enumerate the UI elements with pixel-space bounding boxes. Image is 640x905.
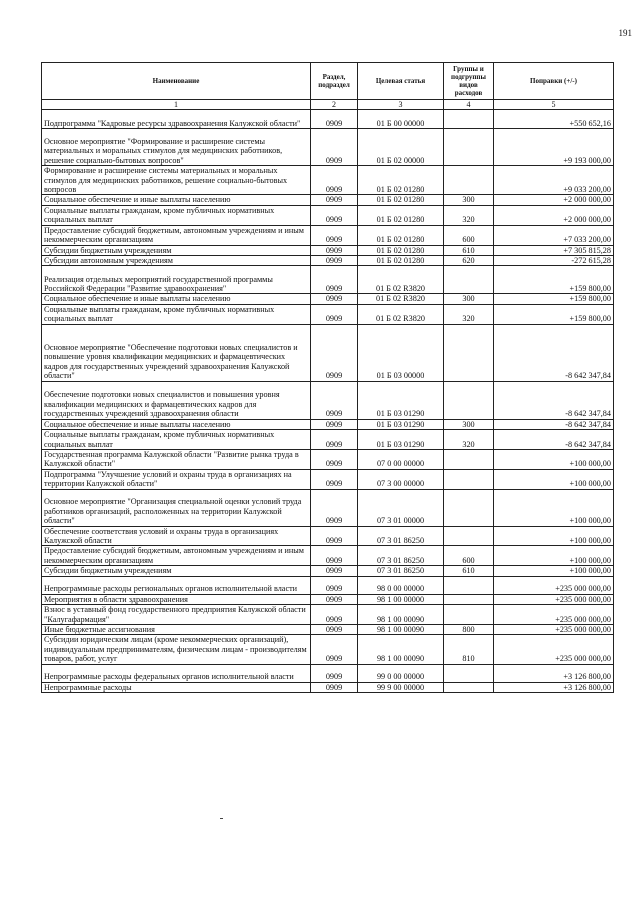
table-row bbox=[42, 566, 614, 576]
row-section: 0909 bbox=[311, 266, 358, 294]
row-section: 0909 bbox=[311, 166, 358, 195]
row-section: 0909 bbox=[311, 294, 358, 304]
row-group bbox=[444, 166, 494, 195]
row-amount: +235 000 000,00 bbox=[494, 635, 614, 664]
row-section: 0909 bbox=[311, 324, 358, 381]
row-group bbox=[444, 266, 494, 294]
row-target: 01 Б 02 01280 bbox=[358, 195, 444, 205]
row-name: Основное мероприятие "Формирование и расширение системы материальных и моральных стимулов для медицинских работников, решение социально-бытовых вопросов" bbox=[42, 129, 311, 166]
row-group: 320 bbox=[444, 205, 494, 225]
row-name: Предоставление субсидий бюджетным, автономным учреждениям и иным некоммерческим организациям bbox=[42, 546, 311, 566]
row-name: Основное мероприятие "Организация специальной оценки условий труда работников организаций, расположенных на территории Калужской области" bbox=[42, 489, 311, 526]
row-section: 0909 bbox=[311, 255, 358, 265]
column-number: 2 bbox=[311, 100, 358, 110]
row-section: 0909 bbox=[311, 625, 358, 635]
table-row bbox=[42, 304, 614, 324]
column-number: 3 bbox=[358, 100, 444, 110]
row-section: 0909 bbox=[311, 594, 358, 604]
row-section: 0909 bbox=[311, 110, 358, 129]
row-name: Подпрограмма "Кадровые ресурсы здравоохранения Калужской области" bbox=[42, 110, 311, 129]
table-row bbox=[42, 546, 614, 566]
row-section: 0909 bbox=[311, 546, 358, 566]
row-target: 07 3 01 86250 bbox=[358, 526, 444, 546]
row-section: 0909 bbox=[311, 635, 358, 664]
row-section: 0909 bbox=[311, 225, 358, 245]
row-group bbox=[444, 129, 494, 166]
row-name: Непрограммные расходы bbox=[42, 682, 311, 692]
row-amount: +235 000 000,00 bbox=[494, 625, 614, 635]
row-amount: +100 000,00 bbox=[494, 546, 614, 566]
table-row bbox=[42, 381, 614, 419]
table-row bbox=[42, 245, 614, 255]
row-amount: +3 126 800,00 bbox=[494, 664, 614, 682]
row-name: Социальное обеспечение и иные выплаты населению bbox=[42, 195, 311, 205]
table-row bbox=[42, 324, 614, 381]
row-name: Обеспечение подготовки новых специалистов и повышения уровня квалификации медицинских и фармацевтических кадров для государственных учреждений здравоохранения области bbox=[42, 381, 311, 419]
header-groups: Группы и подгруппы видов расходов bbox=[444, 63, 494, 100]
row-name: Социальные выплаты гражданам, кроме публичных нормативных социальных выплат bbox=[42, 304, 311, 324]
table-row bbox=[42, 469, 614, 489]
row-target: 98 1 00 00090 bbox=[358, 635, 444, 664]
row-amount: +7 033 200,00 bbox=[494, 225, 614, 245]
row-target: 01 Б 02 01280 bbox=[358, 255, 444, 265]
row-group bbox=[444, 489, 494, 526]
row-amount: +100 000,00 bbox=[494, 489, 614, 526]
row-name: Социальные выплаты гражданам, кроме публичных нормативных социальных выплат bbox=[42, 430, 311, 450]
row-target: 01 Б 00 00000 bbox=[358, 110, 444, 129]
row-group: 600 bbox=[444, 546, 494, 566]
table-row bbox=[42, 166, 614, 195]
row-amount: +159 800,00 bbox=[494, 294, 614, 304]
row-name: Субсидии бюджетным учреждениям bbox=[42, 566, 311, 576]
row-target: 98 1 00 00090 bbox=[358, 605, 444, 625]
row-name: Реализация отдельных мероприятий государственной программы Российской Федерации "Развитие здравоохранения" bbox=[42, 266, 311, 294]
table-row bbox=[42, 635, 614, 664]
row-group bbox=[444, 526, 494, 546]
row-group: 300 bbox=[444, 294, 494, 304]
scan-mark bbox=[220, 818, 223, 819]
row-amount: +235 000 000,00 bbox=[494, 576, 614, 594]
row-target: 01 Б 02 R3820 bbox=[358, 266, 444, 294]
row-amount: +100 000,00 bbox=[494, 449, 614, 469]
row-name: Непрограммные расходы федеральных органов исполнительной власти bbox=[42, 664, 311, 682]
row-amount: -8 642 347,84 bbox=[494, 324, 614, 381]
row-group: 320 bbox=[444, 430, 494, 450]
row-section: 0909 bbox=[311, 682, 358, 692]
table-row bbox=[42, 294, 614, 304]
table-row bbox=[42, 255, 614, 265]
row-amount: -272 615,28 bbox=[494, 255, 614, 265]
row-group bbox=[444, 576, 494, 594]
table-row bbox=[42, 489, 614, 526]
row-section: 0909 bbox=[311, 576, 358, 594]
row-amount: -8 642 347,84 bbox=[494, 419, 614, 429]
row-name: Социальное обеспечение и иные выплаты населению bbox=[42, 419, 311, 429]
row-section: 0909 bbox=[311, 526, 358, 546]
row-group: 620 bbox=[444, 255, 494, 265]
table-row bbox=[42, 576, 614, 594]
row-group: 800 bbox=[444, 625, 494, 635]
row-name: Иные бюджетные ассигнования bbox=[42, 625, 311, 635]
row-name: Мероприятия в области здравоохранения bbox=[42, 594, 311, 604]
table-header-row bbox=[42, 63, 614, 100]
budget-amendments-table bbox=[41, 62, 614, 693]
row-name: Подпрограмма "Улучшение условий и охраны труда в организациях на территории Калужской области" bbox=[42, 469, 311, 489]
row-target: 01 Б 02 R3820 bbox=[358, 304, 444, 324]
row-target: 98 0 00 00000 bbox=[358, 576, 444, 594]
row-amount: +235 000 000,00 bbox=[494, 605, 614, 625]
row-group: 300 bbox=[444, 195, 494, 205]
row-target: 07 3 01 86250 bbox=[358, 546, 444, 566]
table-row bbox=[42, 205, 614, 225]
row-name: Социальные выплаты гражданам, кроме публичных нормативных социальных выплат bbox=[42, 205, 311, 225]
row-target: 01 Б 03 01290 bbox=[358, 430, 444, 450]
row-group bbox=[444, 324, 494, 381]
table-row bbox=[42, 605, 614, 625]
row-section: 0909 bbox=[311, 304, 358, 324]
row-group bbox=[444, 110, 494, 129]
row-amount: +9 193 000,00 bbox=[494, 129, 614, 166]
row-target: 99 9 00 00000 bbox=[358, 682, 444, 692]
table-row bbox=[42, 195, 614, 205]
row-name: Обеспечение соответствия условий и охраны труда в организациях Калужской области bbox=[42, 526, 311, 546]
row-section: 0909 bbox=[311, 430, 358, 450]
table-row bbox=[42, 664, 614, 682]
row-group bbox=[444, 449, 494, 469]
row-group bbox=[444, 664, 494, 682]
column-number: 5 bbox=[494, 100, 614, 110]
row-amount: +159 800,00 bbox=[494, 266, 614, 294]
row-name: Социальное обеспечение и иные выплаты населению bbox=[42, 294, 311, 304]
header-amendments: Поправки (+/-) bbox=[494, 63, 614, 100]
row-section: 0909 bbox=[311, 195, 358, 205]
column-number: 1 bbox=[42, 100, 311, 110]
row-group: 610 bbox=[444, 245, 494, 255]
row-target: 98 1 00 00090 bbox=[358, 625, 444, 635]
table-row bbox=[42, 225, 614, 245]
row-amount: +100 000,00 bbox=[494, 566, 614, 576]
row-section: 0909 bbox=[311, 566, 358, 576]
row-name: Субсидии автономным учреждениям bbox=[42, 255, 311, 265]
row-name: Государственная программа Калужской области "Развитие рынка труда в Калужской области" bbox=[42, 449, 311, 469]
row-target: 01 Б 02 00000 bbox=[358, 129, 444, 166]
table-row bbox=[42, 419, 614, 429]
row-target: 01 Б 03 00000 bbox=[358, 324, 444, 381]
table-row bbox=[42, 594, 614, 604]
row-section: 0909 bbox=[311, 245, 358, 255]
row-name: Субсидии бюджетным учреждениям bbox=[42, 245, 311, 255]
row-name: Предоставление субсидий бюджетным, автономным учреждениям и иным некоммерческим организациям bbox=[42, 225, 311, 245]
row-name: Непрограммные расходы региональных органов исполнительной власти bbox=[42, 576, 311, 594]
row-amount: +159 800,00 bbox=[494, 304, 614, 324]
row-section: 0909 bbox=[311, 605, 358, 625]
table-row bbox=[42, 110, 614, 129]
table-row bbox=[42, 266, 614, 294]
row-section: 0909 bbox=[311, 664, 358, 682]
row-target: 01 Б 02 01280 bbox=[358, 225, 444, 245]
header-name: Наименование bbox=[42, 63, 311, 100]
table-row bbox=[42, 526, 614, 546]
row-name: Основное мероприятие "Обеспечение подготовки новых специалистов и повышение уровня квалификации медицинских и фармацевтических кадров для государственных учреждений здравоохранения Калужской области" bbox=[42, 324, 311, 381]
row-target: 07 3 01 00000 bbox=[358, 489, 444, 526]
row-section: 0909 bbox=[311, 205, 358, 225]
table-body bbox=[42, 110, 614, 693]
row-group: 320 bbox=[444, 304, 494, 324]
row-target: 07 3 01 86250 bbox=[358, 566, 444, 576]
row-amount: +235 000 000,00 bbox=[494, 594, 614, 604]
row-amount: +7 305 815,28 bbox=[494, 245, 614, 255]
table-row bbox=[42, 682, 614, 692]
row-group bbox=[444, 381, 494, 419]
row-group: 810 bbox=[444, 635, 494, 664]
header-target: Целевая статья bbox=[358, 63, 444, 100]
row-amount: +100 000,00 bbox=[494, 526, 614, 546]
row-section: 0909 bbox=[311, 489, 358, 526]
row-group bbox=[444, 594, 494, 604]
row-target: 01 Б 02 01280 bbox=[358, 245, 444, 255]
table-row bbox=[42, 430, 614, 450]
row-amount: +2 000 000,00 bbox=[494, 195, 614, 205]
row-section: 0909 bbox=[311, 449, 358, 469]
row-target: 01 Б 02 01280 bbox=[358, 166, 444, 195]
row-section: 0909 bbox=[311, 419, 358, 429]
row-name: Взнос в уставный фонд государственного предприятия Калужской области "Калугафармация" bbox=[42, 605, 311, 625]
row-amount: +2 000 000,00 bbox=[494, 205, 614, 225]
table-row bbox=[42, 625, 614, 635]
row-amount: +100 000,00 bbox=[494, 469, 614, 489]
row-target: 01 Б 03 01290 bbox=[358, 381, 444, 419]
row-section: 0909 bbox=[311, 129, 358, 166]
row-group: 300 bbox=[444, 419, 494, 429]
table-row bbox=[42, 449, 614, 469]
row-group bbox=[444, 605, 494, 625]
row-amount: +9 033 200,00 bbox=[494, 166, 614, 195]
column-number: 4 bbox=[444, 100, 494, 110]
row-target: 01 Б 02 R3820 bbox=[358, 294, 444, 304]
row-amount: -8 642 347,84 bbox=[494, 430, 614, 450]
row-target: 07 3 00 00000 bbox=[358, 469, 444, 489]
row-target: 01 Б 02 01280 bbox=[358, 205, 444, 225]
row-target: 07 0 00 00000 bbox=[358, 449, 444, 469]
row-section: 0909 bbox=[311, 469, 358, 489]
row-amount: +3 126 800,00 bbox=[494, 682, 614, 692]
page-number: 191 bbox=[618, 28, 632, 38]
row-name: Формирование и расширение системы материальных и моральных стимулов для медицинских работников, решение социально-бытовых вопросов bbox=[42, 166, 311, 195]
row-group: 600 bbox=[444, 225, 494, 245]
row-target: 99 0 00 00000 bbox=[358, 664, 444, 682]
row-name: Субсидии юридическим лицам (кроме некоммерческих организаций), индивидуальным предпринимателям, физическим лицам - производителям товаров, работ, услуг bbox=[42, 635, 311, 664]
row-group bbox=[444, 469, 494, 489]
row-group: 610 bbox=[444, 566, 494, 576]
row-section: 0909 bbox=[311, 381, 358, 419]
table-row bbox=[42, 129, 614, 166]
column-numbers-row bbox=[42, 100, 614, 110]
row-amount: -8 642 347,84 bbox=[494, 381, 614, 419]
row-amount: +550 652,16 bbox=[494, 110, 614, 129]
row-target: 98 1 00 00000 bbox=[358, 594, 444, 604]
header-section: Раздел, подраздел bbox=[311, 63, 358, 100]
row-group bbox=[444, 682, 494, 692]
row-target: 01 Б 03 01290 bbox=[358, 419, 444, 429]
